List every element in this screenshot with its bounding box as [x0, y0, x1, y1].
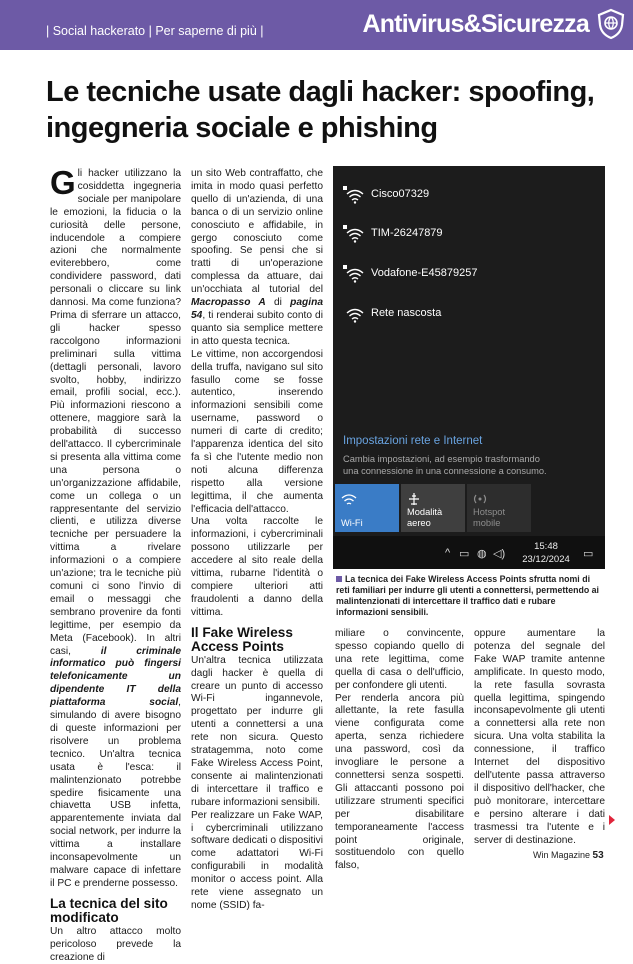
- clock[interactable]: [516, 540, 576, 566]
- globe-icon[interactable]: ◍: [477, 548, 487, 560]
- paragraph-open-network: Per renderla ancora più allettante, la rete fasulla viene configurata come aperta, senza richiedere una password, così da invogliare le persone a connettersi senza sospetti. Gli attaccanti possono poi utilizzare strumenti specifici per disabilitare temporaneamente l'access point originale, sostituendolo con quello falso,: [335, 692, 464, 872]
- wifi-screenshot: [333, 166, 605, 569]
- network-name: Cisco07329: [371, 188, 430, 200]
- paragraph-data: Una volta raccolte le informazioni, i cybercriminali possono utilizzarle per accedere al sito reale della vittima, rubarne l'identità o compiere ulteriori atti fraudolenti a danno della vittima.: [191, 516, 323, 618]
- tile-label: Hotspot mobile: [473, 507, 506, 528]
- network-name: Rete nascosta: [371, 307, 442, 319]
- chevron-up-icon[interactable]: ^: [445, 547, 451, 559]
- page-header: [0, 0, 633, 50]
- laptop-icon[interactable]: ▭: [459, 548, 470, 560]
- continue-arrow-icon: [609, 815, 615, 825]
- wifi-tile[interactable]: [335, 484, 399, 532]
- drop-cap: G: [50, 164, 76, 201]
- wifi-icon: [341, 492, 357, 506]
- hotspot-icon: [473, 492, 487, 506]
- emphasis-text: il criminale informatico può fingersi telefonicamente un dipendente IT della piattaforma social: [50, 645, 181, 709]
- network-item[interactable]: [343, 263, 583, 285]
- network-settings-link[interactable]: Impostazioni rete e Internet: [343, 435, 483, 447]
- volume-icon[interactable]: ◁): [493, 548, 506, 560]
- article-title: Le tecniche usate dagli hacker: spoofing, ingegneria sociale e phishing: [46, 76, 595, 144]
- text-column-3: [335, 628, 464, 873]
- text-column-4: [474, 628, 605, 847]
- intro-text: li hacker utilizzano la cosiddetta ingegneria sociale per manipolare le emozioni, la fiducia o la curiosità delle persone, inducendole a compiere azioni che normalmente eviterebbero, come condividere password, dati personali o cliccare su link dannosi. Ma come funziona? Prima di sferrare un attacco, gli hacker spesso raccolgono informazioni preliminari sulla vittima (dettagli personali, lavoro svolto, hobby, indirizzo email, profili social, ecc.). Più informazioni riescono a ottenere, maggiore sarà la probabilità di successo dell'attacco. Il cybercriminale si presenta alla vittima come una persona o un'organizzazione affidabile, come un collega o un rappresentante del servizio clienti, e utilizza diverse tecniche per persuadere la vittima a rivelare informazioni o a compiere un'azione; tra le tecniche più comuni ci sono l'invio di email o messaggi che sembrano provenire da fonti legittime, per esempio da Meta (Facebook). In altri casi,: [50, 168, 181, 657]
- subtitle-fake-wap: Il Fake Wireless Access Points: [191, 624, 293, 654]
- clock-date: 23/12/2024: [522, 554, 570, 565]
- page-footer: [533, 850, 604, 861]
- paragraph-ssid: miliare o convincente, spesso copiando quello di una rete legittima, come quella di casa o dell'ufficio, per confondere gli utenti.: [335, 628, 464, 691]
- network-name: Vodafone-E45879257: [371, 267, 478, 279]
- tile-label: Modalità aereo: [407, 507, 443, 528]
- paragraph-fake-wap: Un'altra tecnica utilizzata dagli hacker è quella di creare un punto di accesso Wi-Fi ingannevole, progettato per indurre gli utenti a connettersi a una rete non sicura. Questo stratagemma, noto come Fake Wireless Access Point, consente ai malintenzionati di intercettare il traffico e rubare informazioni sensibili.: [191, 654, 323, 808]
- network-settings-description: Cambia impostazioni, ad esempio trasformando una connessione in una connessione a consumo.: [343, 454, 547, 476]
- header-crumbs: | Social hackerato | Per saperne di più |: [46, 24, 264, 38]
- subtitle-sito-modificato: La tecnica del sito modificato: [50, 895, 168, 925]
- paragraph-victims: Le vittime, non accorgendosi della truffa, navigano sul sito fasullo come se fosse autentico, inserendo informazioni sensibili come username, password o numeri di carte di credito; l'apparenza identica del sito fa sì che l'utente medio non noti alcuna differenza rispetto alla versione legittima, il che aumenta l'efficacia dell'attacco.: [191, 348, 323, 515]
- wifi-icon: [343, 303, 365, 325]
- spoofing-text-mid: di: [265, 297, 291, 309]
- tile-label: Wi-Fi: [341, 518, 363, 528]
- spoofing-text-end: , ti renderai subito conto di quanto sia semplice mettere in atto questa tecnica.: [191, 309, 323, 347]
- section-title: Antivirus&Sicurezza: [362, 10, 589, 38]
- notification-icon[interactable]: ▭: [583, 548, 594, 560]
- network-name: TIM-26247879: [371, 227, 443, 239]
- page-number: 53: [592, 850, 604, 861]
- figure-caption: [336, 574, 606, 618]
- paragraph-sito: Un altro attacco molto pericoloso prevede la creazione di: [50, 925, 181, 963]
- caption-text: La tecnica dei Fake Wireless Access Points sfrutta nomi di reti familiari per indurre gli utenti a connettersi, permettendo ai malintenzionati di intercettare il traffico dati e rubare informazioni sensibili.: [336, 574, 599, 617]
- spoofing-text: un sito Web contraffatto, che imita in modo quasi perfetto quello di un'azienda, di una banca o di un servizio online conosciuto e affidabile, in gergo conosciuto come spoofing. Se pensi che si tratti di un'operazione complessa da attuare, dai un'occhiata al tutorial del: [191, 168, 323, 296]
- wifi-lock-icon: [343, 184, 365, 206]
- text-column-2: [191, 168, 323, 913]
- hotspot-tile[interactable]: [467, 484, 531, 532]
- magazine-name: Win Magazine: [533, 850, 591, 860]
- taskbar: [333, 536, 605, 569]
- network-item[interactable]: [343, 184, 583, 206]
- paragraph-fake-wap-2: Per realizzare un Fake WAP, i cybercriminali utilizzano software dedicati o dispositivi come adattatori Wi-Fi configurabili in modalità monitor o access point. Alla rete viene assegnato un nome (SSID) fa-: [191, 809, 323, 911]
- wifi-lock-icon: [343, 223, 365, 245]
- intro-text-end: , simulando di avere bisogno di queste informazioni per risolvere un problema tecnico. Un'altra tecnica usata è l'esca: il malintenzionato potrebbe spedire fisicamente una chiavetta USB infetta, apparentemente inviata dal social network, per indurre la vittima a installare inconsapevolmente un malware capace di infettare il PC e prenderne possesso.: [50, 697, 181, 889]
- wifi-lock-icon: [343, 263, 365, 285]
- clock-time: 15:48: [534, 541, 558, 552]
- paragraph-signal: oppure aumentare la potenza del segnale del Fake WAP tramite antenne amplificate. In questo modo, la rete fasulla sovrasta quella legittima, spingendo inconsapevolmente gli utenti a connettersi alla rete non sicura. Una volta stabilita la connessione, il traffico Internet del dispositivo dell'utente passa attraverso il dispositivo dell'hacker, che può monitorare, intercettare e persino alterare i dati trasmessi tra l'utente e i server di destinazione.: [474, 628, 605, 846]
- caption-marker: [336, 576, 342, 582]
- network-item[interactable]: [343, 303, 583, 325]
- paragraph-spoofing: [191, 168, 323, 349]
- macropasso-ref: Macropasso A: [191, 297, 266, 309]
- page-ref: pagina 54: [191, 297, 324, 321]
- airplane-mode-tile[interactable]: [401, 484, 465, 532]
- shield-globe-icon: [595, 8, 627, 40]
- network-item[interactable]: [343, 223, 583, 245]
- intro-paragraph: [50, 164, 181, 891]
- text-column-1: [50, 164, 181, 964]
- airplane-icon: [407, 492, 421, 506]
